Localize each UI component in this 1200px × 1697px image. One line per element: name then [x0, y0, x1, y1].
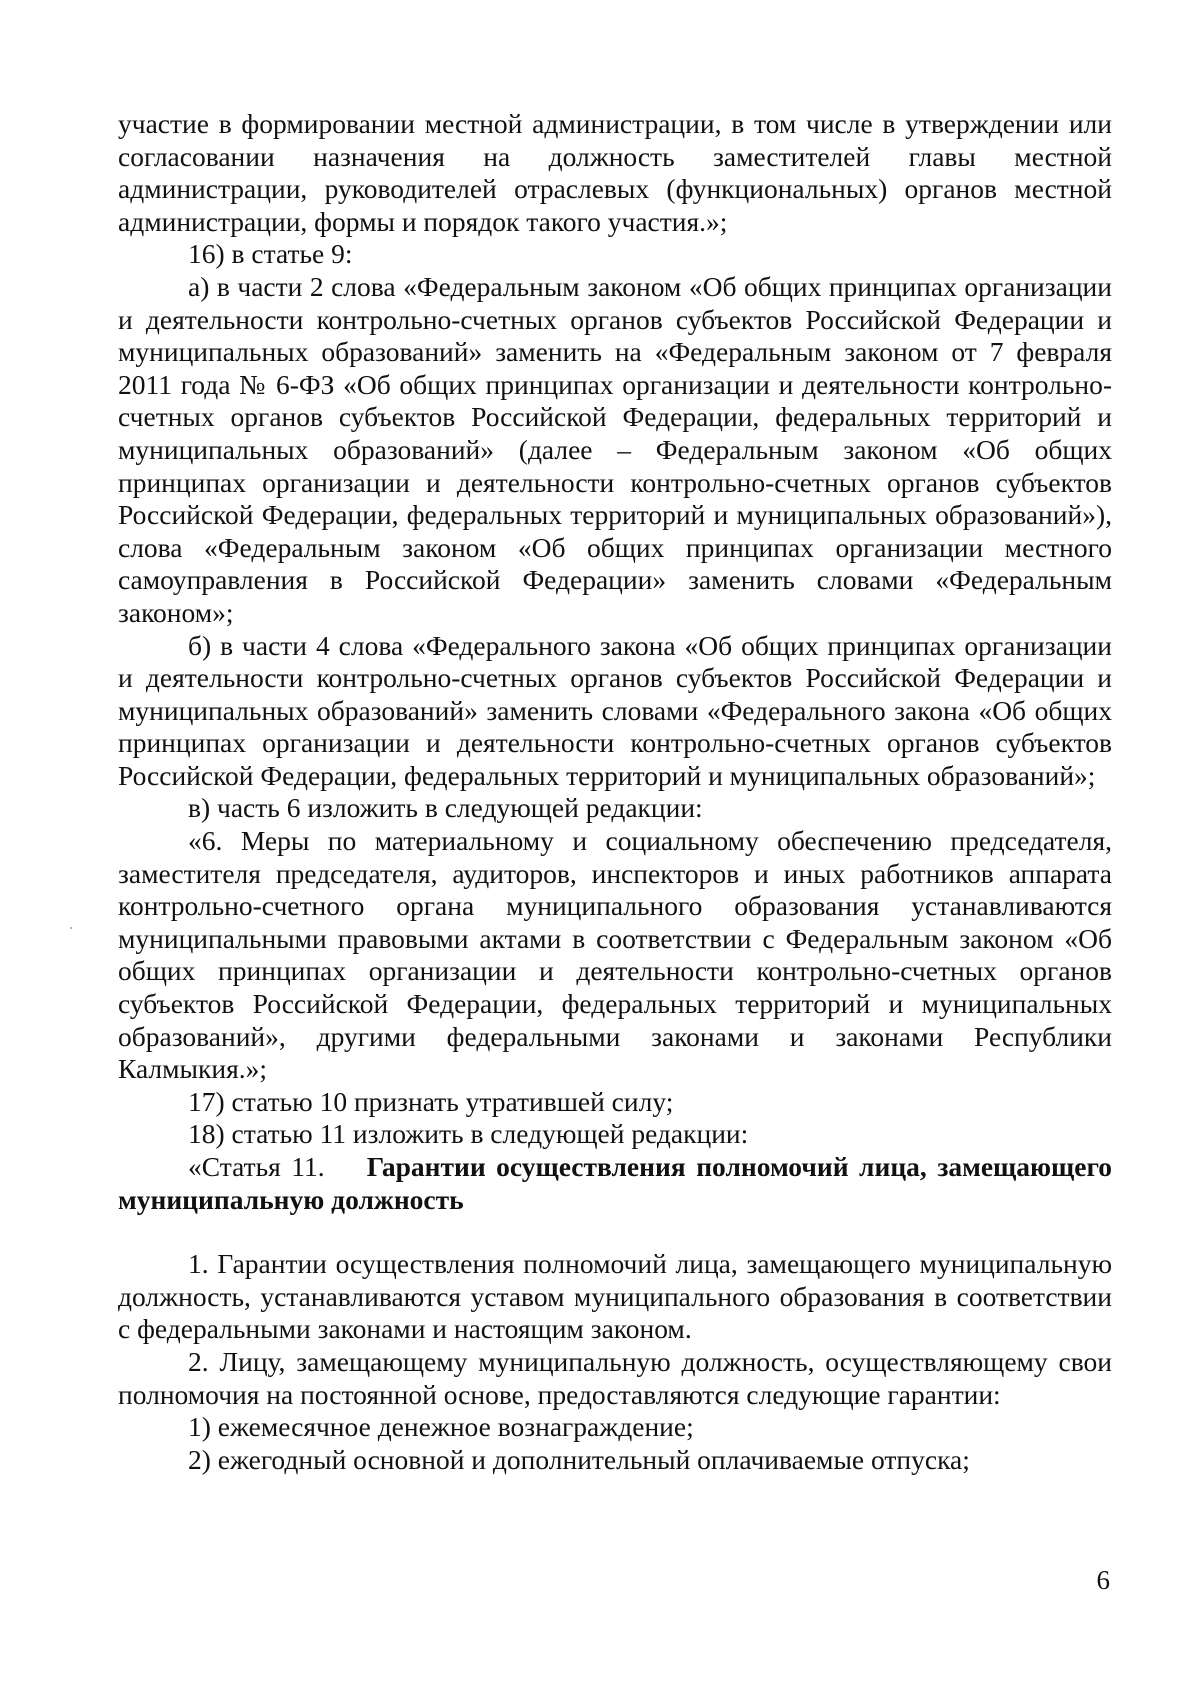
paragraph-item-16b: б) в части 4 слова «Федерального закона «Об общих принципах организации и деятельности контрольно-счетных органов субъектов Российской Федерации и муниципальных образований» заменить словами «Федерального закона «Об общих принципах организации и деятельности контрольно-счетных органов субъектов Российской Федерации, федеральных территорий и муниципальных образований»;	[118, 629, 1112, 791]
paragraph-intro: участие в формировании местной администрации, в том числе в утверждении или согласовании назначения на должность заместителей главы местной администрации, руководителей отраслевых (функциональных) органов местной администрации, формы и порядок такого участия.»;	[118, 108, 1112, 237]
document-page	[118, 108, 1112, 1476]
section-spacer	[118, 1216, 1112, 1248]
article-heading-prefix: «Статья 11.	[188, 1151, 325, 1182]
article-heading	[118, 1151, 1112, 1216]
article-paragraph-2: 2. Лицу, замещающему муниципальную должность, осуществляющему свои полномочия на постоянной основе, предоставляются следующие гарантии:	[118, 1345, 1112, 1410]
paragraph-item-16v: в) часть 6 изложить в следующей редакции:	[188, 792, 703, 824]
article-list-item-1: 1) ежемесячное денежное вознаграждение;	[188, 1411, 694, 1443]
article-list-item-2: 2) ежегодный основной и дополнительный оплачиваемые отпуска;	[188, 1443, 970, 1475]
paragraph-item-17: 17) статью 10 признать утратившей силу;	[188, 1085, 674, 1117]
scan-speck	[70, 927, 72, 929]
article-paragraph-1: 1. Гарантии осуществления полномочий лица, замещающего муниципальную должность, устанавливаются уставом муниципального образования в соответствии с федеральными законами и настоящим законом.	[118, 1248, 1112, 1345]
paragraph-item-18: 18) статью 11 изложить в следующей редакции:	[188, 1118, 749, 1150]
paragraph-item-16a: а) в части 2 слова «Федеральным законом «Об общих принципах организации и деятельности контрольно-счетных органов субъектов Российской Федерации и муниципальных образований» заменить на «Федеральным законом от 7 февраля 2011 года № 6-ФЗ «Об общих принципах организации и деятельности контрольно-счетных органов субъектов Российской Федерации, федеральных территорий и муниципальных образований» (далее – Федеральным законом «Об общих принципах организации и деятельности контрольно-счетных органов субъектов Российской Федерации, федеральных территорий и муниципальных образований»), слова «Федеральным законом «Об общих принципах организации местного самоуправления в Российской Федерации» заменить словами «Федеральным законом»;	[118, 270, 1112, 628]
paragraph-part-6: «6. Меры по материальному и социальному обеспечению председателя, заместителя председателя, аудиторов, инспекторов и иных работников аппарата контрольно-счетного органа муниципального образования устанавливаются муниципальными правовыми актами в соответствии с Федеральным законом «Об общих принципах организации и деятельности контрольно-счетных органов субъектов Российской Федерации, федеральных территорий и муниципальных образований», другими федеральными законами и законами Республики Калмыкия.»;	[118, 825, 1112, 1085]
page-number: 6	[1096, 1565, 1110, 1595]
article-heading-title: Гарантии осуществления полномочий лица, замещающего муниципальную должность	[118, 1151, 1113, 1215]
paragraph-item-16: 16) в статье 9:	[188, 238, 353, 270]
